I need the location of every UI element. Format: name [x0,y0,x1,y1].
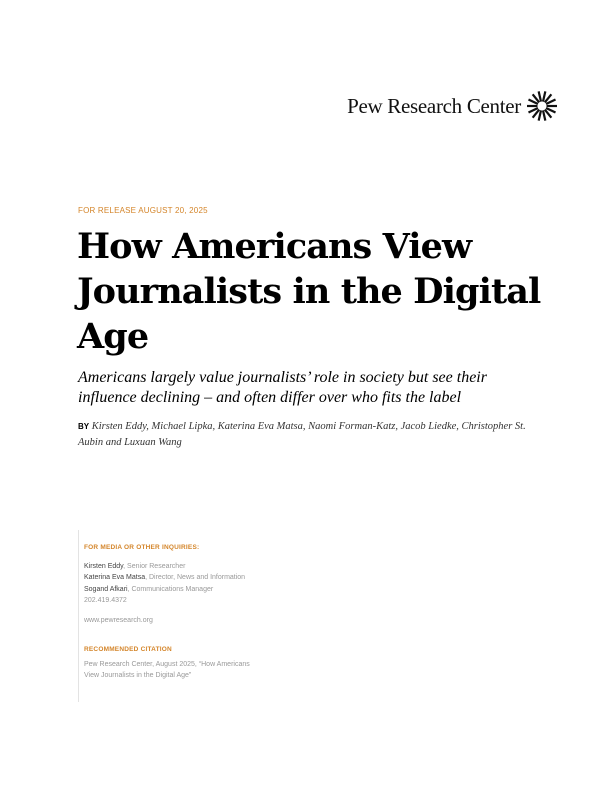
byline-authors: Kirsten Eddy, Michael Lipka, Katerina Eva Matsa, Naomi Forman-Katz, Jacob Liedke, Christopher St. Aubin and Luxuan Wang [78,421,526,448]
contact-role: , Senior Researcher [123,562,186,570]
media-inquiries-heading: FOR MEDIA OR OTHER INQUIRIES: [84,544,200,551]
sunburst-icon [526,90,558,122]
release-date: FOR RELEASE AUGUST 20, 2025 [78,206,208,215]
citation-text: Pew Research Center, August 2025, “How Americans View Journalists in the Digital Age” [84,660,250,679]
contact-name: Kirsten Eddy [84,562,124,570]
contact-person [84,572,264,584]
sunburst-ray [539,110,541,120]
contact-role: , Director, News and Information [145,574,246,581]
contact-phone: 202.419.4372 [84,597,127,604]
contact-name: Katerina Eva Matsa [84,574,146,581]
sunburst-ray [543,91,545,101]
contact-panel [78,530,264,702]
pew-logo [347,90,558,122]
citation-heading: RECOMMENDED CITATION [84,646,172,653]
contact-person [84,561,264,573]
contact-person [84,584,264,596]
sunburst-ray [543,110,545,120]
byline-prefix: BY [78,422,90,431]
report-subtitle: Americans largely value journalists’ role in society but see their influence declining – and often differ over who fits the label [78,369,487,406]
contact-name: Sogand Afkari [84,585,128,593]
website-link[interactable]: www.pewresearch.org [84,616,153,624]
report-title: How Americans View Journalists in the Digital Age [77,226,541,357]
byline [78,419,548,451]
logo-text: Pew Research Center [347,93,521,118]
contact-role: , Communications Manager [127,585,214,593]
sunburst-ray [539,91,541,101]
